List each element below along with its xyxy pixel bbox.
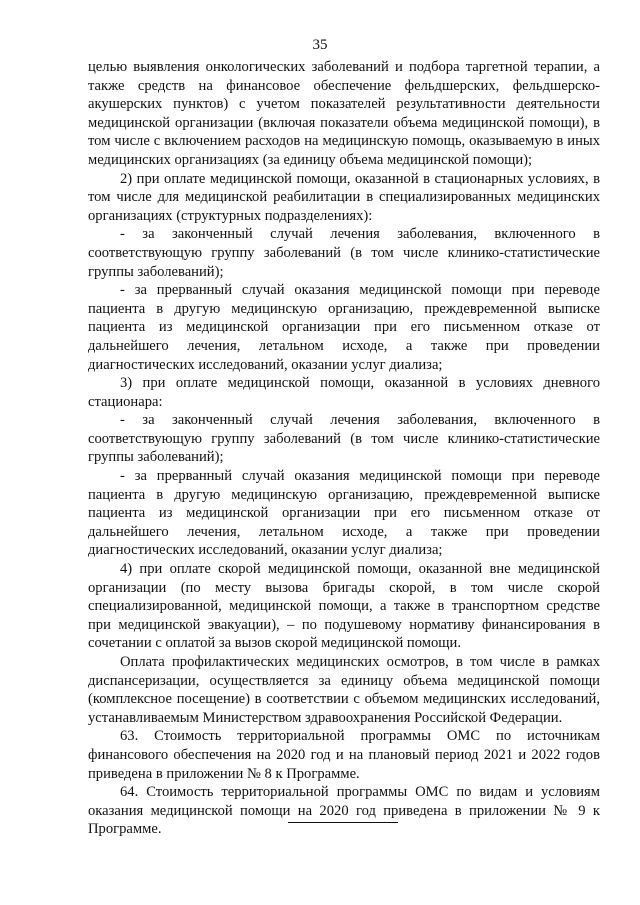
paragraph-preventive-exams: Оплата профилактических медицинских осмотров, в том числе в рамках диспансеризации, осуществляется за единицу объема медицинской помощи (комплексное посещение) в соответствии с объемом медицинских исследований, устанавливаемым Министерством здравоохранения Российской Федерации. bbox=[88, 654, 600, 726]
list-item-completed-case-day-hospital: - за законченный случай лечения заболевания, включенного в соответствующую группу заболеваний (в том числе клинико-статистические группы заболеваний); bbox=[88, 412, 600, 466]
paragraph-item-4: 4) при оплате скорой медицинской помощи, оказанной вне медицинской организации (по месту вызова бригады скорой, в том числе скорой специализированной, медицинской помощи, а также в транспортном средстве при медицинской эвакуации), – по подушевому нормативу финансирования в сочетании с оплатой за вызов скорой медицинской помощи. bbox=[88, 561, 600, 652]
list-item-completed-case-inpatient: - за законченный случай лечения заболевания, включенного в соответствующую группу заболеваний (в том числе клинико-статистические группы заболеваний); bbox=[88, 226, 600, 280]
document-body bbox=[88, 58, 600, 839]
paragraph-item-3: 3) при оплате медицинской помощи, оказанной в условиях дневного стационара: bbox=[88, 375, 600, 410]
page-number: 35 bbox=[312, 37, 328, 53]
paragraph-section-64: 64. Стоимость территориальной программы ОМС по видам и условиям оказания медицинской помощи на 2020 год приведена в приложении № 9 к Программе. bbox=[88, 784, 600, 838]
closing-divider-line bbox=[288, 822, 398, 823]
list-item-interrupted-case-inpatient: - за прерванный случай оказания медицинской помощи при переводе пациента в другую медицинскую организацию, преждевременной выписке пациента из медицинской организации при его письменном отказе от дальнейшего лечения, летальном исходе, а также при проведении диагностических исследований, оказании услуг диализа; bbox=[88, 282, 600, 373]
paragraph-continuation: целью выявления онкологических заболеваний и подбора таргетной терапии, а также средств на финансовое обеспечение фельдшерских, фельдшерско-акушерских пунктов) с учетом показателей результативности деятельности медицинской организации (включая показатели объема медицинской помощи), в том числе с включением расходов на медицинскую помощь, оказываемую в иных медицинских организациях (за единицу объема медицинской помощи); bbox=[88, 59, 600, 168]
list-item-interrupted-case-day-hospital: - за прерванный случай оказания медицинской помощи при переводе пациента в другую медицинскую организацию, преждевременной выписке пациента из медицинской организации при его письменном отказе от дальнейшего лечения, летальном исходе, а также при проведении диагностических исследований, оказании услуг диализа; bbox=[88, 468, 600, 559]
paragraph-item-2: 2) при оплате медицинской помощи, оказанной в стационарных условиях, в том числе для медицинской реабилитации в специализированных медицинских организациях (структурных подразделениях): bbox=[88, 170, 600, 224]
paragraph-section-63: 63. Стоимость территориальной программы ОМС по источникам финансового обеспечения на 2020 год и на плановый период 2021 и 2022 годов приведена в приложении № 8 к Программе. bbox=[88, 728, 600, 782]
